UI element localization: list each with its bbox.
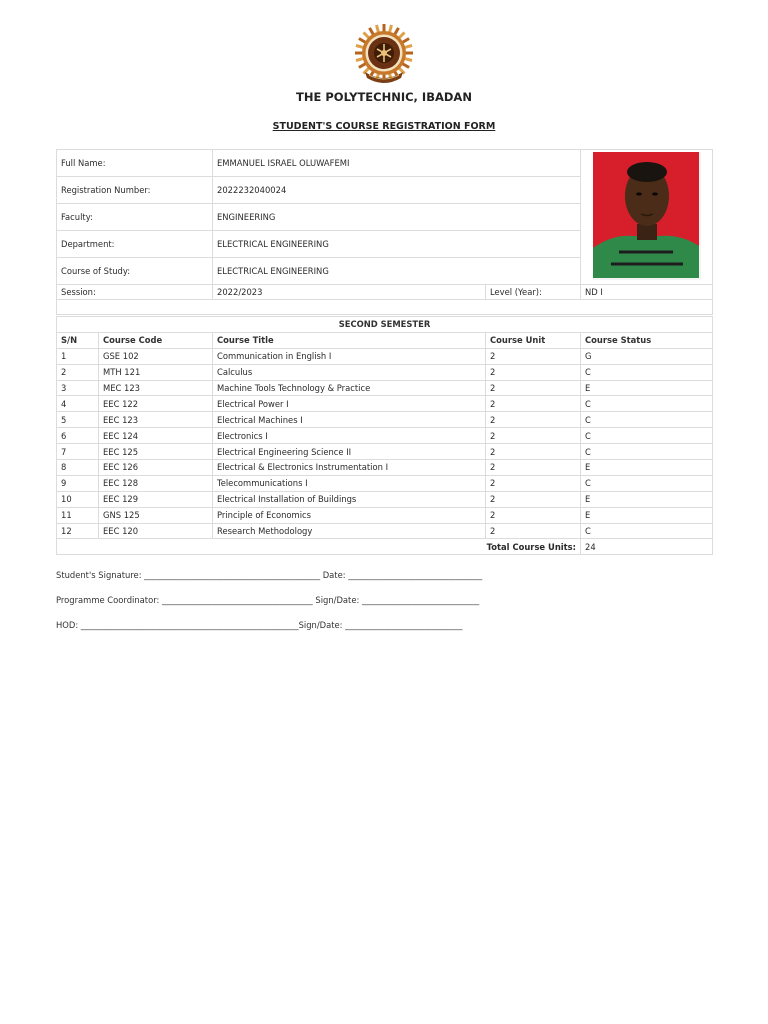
course-title-cell: Electrical & Electronics Instrumentation I: [213, 460, 486, 476]
table-row: [57, 475, 713, 491]
course-sn-cell: 2: [57, 364, 99, 380]
course-title-cell: Electronics I: [213, 428, 486, 444]
course-title-cell: Electrical Installation of Buildings: [213, 491, 486, 507]
reg-number-value: 2022232040024: [213, 177, 581, 204]
status-header: Course Status: [581, 332, 713, 348]
level-label: Level (Year):: [486, 285, 581, 300]
course-unit-cell: 2: [486, 523, 581, 539]
table-row: [57, 491, 713, 507]
semester-title: SECOND SEMESTER: [57, 317, 713, 333]
polytechnic-crest-icon: [351, 22, 417, 88]
course-status-cell: E: [581, 491, 713, 507]
course-sn-cell: 5: [57, 412, 99, 428]
course-code-cell: MTH 121: [99, 364, 213, 380]
sn-header: S/N: [57, 332, 99, 348]
department-value: ELECTRICAL ENGINEERING: [213, 231, 581, 258]
course-status-cell: C: [581, 396, 713, 412]
course-unit-cell: 2: [486, 491, 581, 507]
course-sn-cell: 4: [57, 396, 99, 412]
course-status-cell: C: [581, 428, 713, 444]
table-row: [57, 460, 713, 476]
student-signature-line: Student's Signature: __________________________________________ Date: ________________________________: [56, 570, 483, 580]
course-title-cell: Principle of Economics: [213, 507, 486, 523]
course-sn-cell: 6: [57, 428, 99, 444]
hod-signature-line: HOD: ____________________________________________________Sign/Date: ____________________________: [56, 620, 463, 630]
course-sn-cell: 11: [57, 507, 99, 523]
course-code-cell: EEC 125: [99, 444, 213, 460]
table-row: [57, 348, 713, 364]
table-row: [57, 396, 713, 412]
course-unit-cell: 2: [486, 444, 581, 460]
table-row: [57, 428, 713, 444]
course-code-cell: GSE 102: [99, 348, 213, 364]
total-units-value: 24: [581, 539, 713, 555]
course-unit-cell: 2: [486, 460, 581, 476]
level-value: ND I: [581, 285, 713, 300]
course-of-study-label: Course of Study:: [57, 258, 213, 285]
course-status-cell: E: [581, 507, 713, 523]
table-row: [57, 412, 713, 428]
course-title-cell: Electrical Power I: [213, 396, 486, 412]
table-row: [57, 380, 713, 396]
course-code-cell: EEC 120: [99, 523, 213, 539]
course-sn-cell: 9: [57, 475, 99, 491]
course-status-cell: C: [581, 364, 713, 380]
course-title-cell: Telecommunications I: [213, 475, 486, 491]
course-of-study-value: ELECTRICAL ENGINEERING: [213, 258, 581, 285]
faculty-value: ENGINEERING: [213, 204, 581, 231]
course-sn-cell: 8: [57, 460, 99, 476]
session-value: 2022/2023: [213, 285, 486, 300]
course-status-cell: C: [581, 412, 713, 428]
course-code-cell: EEC 129: [99, 491, 213, 507]
total-units-label: Total Course Units:: [57, 539, 581, 555]
unit-header: Course Unit: [486, 332, 581, 348]
code-header: Course Code: [99, 332, 213, 348]
student-passport-photo: [593, 152, 701, 280]
course-code-cell: EEC 124: [99, 428, 213, 444]
course-code-cell: EEC 123: [99, 412, 213, 428]
course-status-cell: E: [581, 460, 713, 476]
course-title-cell: Communication in English I: [213, 348, 486, 364]
course-title-cell: Machine Tools Technology & Practice: [213, 380, 486, 396]
title-header: Course Title: [213, 332, 486, 348]
course-title-cell: Electrical Engineering Science II: [213, 444, 486, 460]
table-row: [57, 364, 713, 380]
course-unit-cell: 2: [486, 507, 581, 523]
course-status-cell: G: [581, 348, 713, 364]
department-label: Department:: [57, 231, 213, 258]
photo-cell: [581, 150, 713, 285]
course-title-cell: Electrical Machines I: [213, 412, 486, 428]
reg-number-label: Registration Number:: [57, 177, 213, 204]
faculty-label: Faculty:: [57, 204, 213, 231]
course-rows: [57, 348, 713, 539]
course-unit-cell: 2: [486, 412, 581, 428]
course-status-cell: C: [581, 523, 713, 539]
course-title-cell: Calculus: [213, 364, 486, 380]
course-status-cell: E: [581, 380, 713, 396]
table-row: [57, 523, 713, 539]
course-unit-cell: 2: [486, 364, 581, 380]
course-sn-cell: 1: [57, 348, 99, 364]
course-code-cell: MEC 123: [99, 380, 213, 396]
course-status-cell: C: [581, 444, 713, 460]
full-name-label: Full Name:: [57, 150, 213, 177]
course-unit-cell: 2: [486, 475, 581, 491]
student-info-table: [56, 149, 713, 315]
table-row: [57, 507, 713, 523]
form-title: STUDENT'S COURSE REGISTRATION FORM: [272, 121, 496, 132]
course-unit-cell: 2: [486, 380, 581, 396]
course-unit-cell: 2: [486, 428, 581, 444]
course-sn-cell: 12: [57, 523, 99, 539]
course-sn-cell: 3: [57, 380, 99, 396]
full-name-value: EMMANUEL ISRAEL OLUWAFEMI: [213, 150, 581, 177]
course-code-cell: GNS 125: [99, 507, 213, 523]
course-sn-cell: 10: [57, 491, 99, 507]
table-row: [57, 444, 713, 460]
spacer-row: [57, 300, 713, 315]
course-sn-cell: 7: [57, 444, 99, 460]
coordinator-signature-line: Programme Coordinator: ____________________________________ Sign/Date: ____________________________: [56, 595, 480, 605]
course-unit-cell: 2: [486, 348, 581, 364]
session-label: Session:: [57, 285, 213, 300]
course-code-cell: EEC 122: [99, 396, 213, 412]
course-title-cell: Research Methodology: [213, 523, 486, 539]
institution-name: THE POLYTECHNIC, IBADAN: [296, 90, 472, 104]
course-status-cell: C: [581, 475, 713, 491]
course-unit-cell: 2: [486, 396, 581, 412]
courses-table: [56, 316, 713, 555]
course-code-cell: EEC 128: [99, 475, 213, 491]
course-code-cell: EEC 126: [99, 460, 213, 476]
